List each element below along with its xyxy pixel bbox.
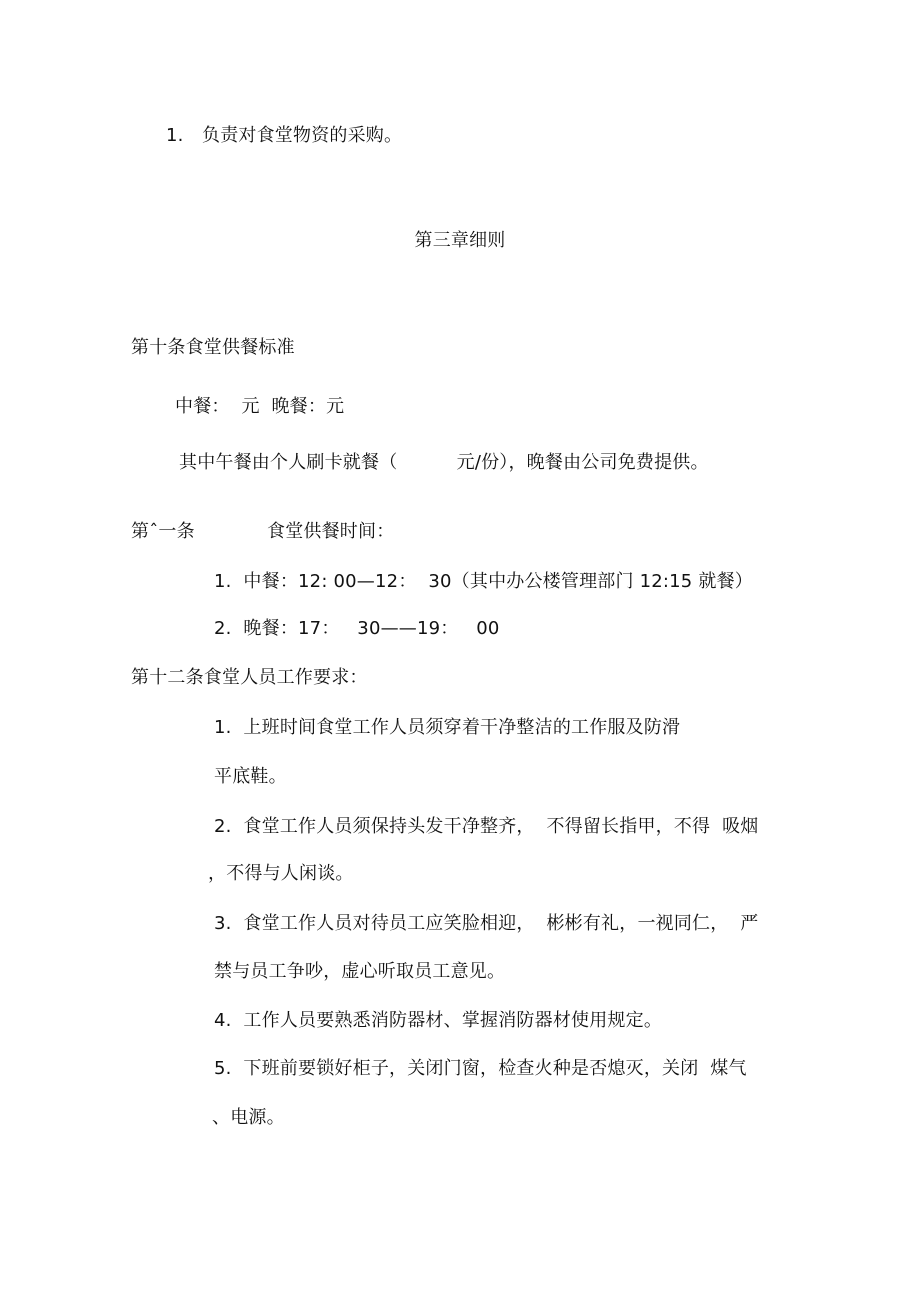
- chapter-title: 第三章细则: [414, 230, 506, 251]
- prev-item-number: 1.: [166, 125, 184, 146]
- article-12-title: 第十二条食堂人员工作要求：: [131, 667, 368, 688]
- article-11-title: 食堂供餐时间：: [267, 521, 395, 542]
- lunch-time-item: 1. 中餐：12: 00—12： 30（其中办公楼管理部门 12:15 就餐）: [214, 571, 753, 592]
- requirement-2-line-2: ，不得与人闲谈。: [208, 863, 354, 884]
- requirement-5-line-2: 、电源。: [212, 1107, 285, 1128]
- requirement-5-line-1: 5. 下班前要锁好柜子，关闭门窗，检查火种是否熄灭，关闭 煤气: [214, 1058, 747, 1079]
- requirement-3-line-2: 禁与员工争吵，虚心听取员工意见。: [214, 961, 506, 982]
- meal-standard-note: 其中午餐由个人刷卡就餐（ 元/份），晚餐由公司免费提供。: [179, 452, 709, 473]
- article-11-heading: 第ˆ一条: [131, 521, 195, 542]
- requirement-3-line-1: 3. 食堂工作人员对待员工应笑脸相迎， 彬彬有礼，一视同仁， 严: [214, 913, 759, 934]
- dinner-time-item: 2. 晚餐：17： 30——19： 00: [214, 618, 500, 639]
- meal-standard: 中餐： 元 晚餐：元: [175, 396, 345, 417]
- requirement-2-line-1: 2. 食堂工作人员须保持头发干净整齐， 不得留长指甲，不得 吸烟: [214, 816, 759, 837]
- requirement-4: 4. 工作人员要熟悉消防器材、掌握消防器材使用规定。: [214, 1010, 663, 1031]
- requirement-1-line-1: 1. 上班时间食堂工作人员须穿着干净整洁的工作服及防滑: [214, 717, 681, 738]
- article-10-title: 第十条食堂供餐标准: [131, 337, 295, 358]
- requirement-1-line-2: 平底鞋。: [214, 766, 287, 787]
- prev-item-text: 负责对食堂物资的采购。: [202, 125, 403, 146]
